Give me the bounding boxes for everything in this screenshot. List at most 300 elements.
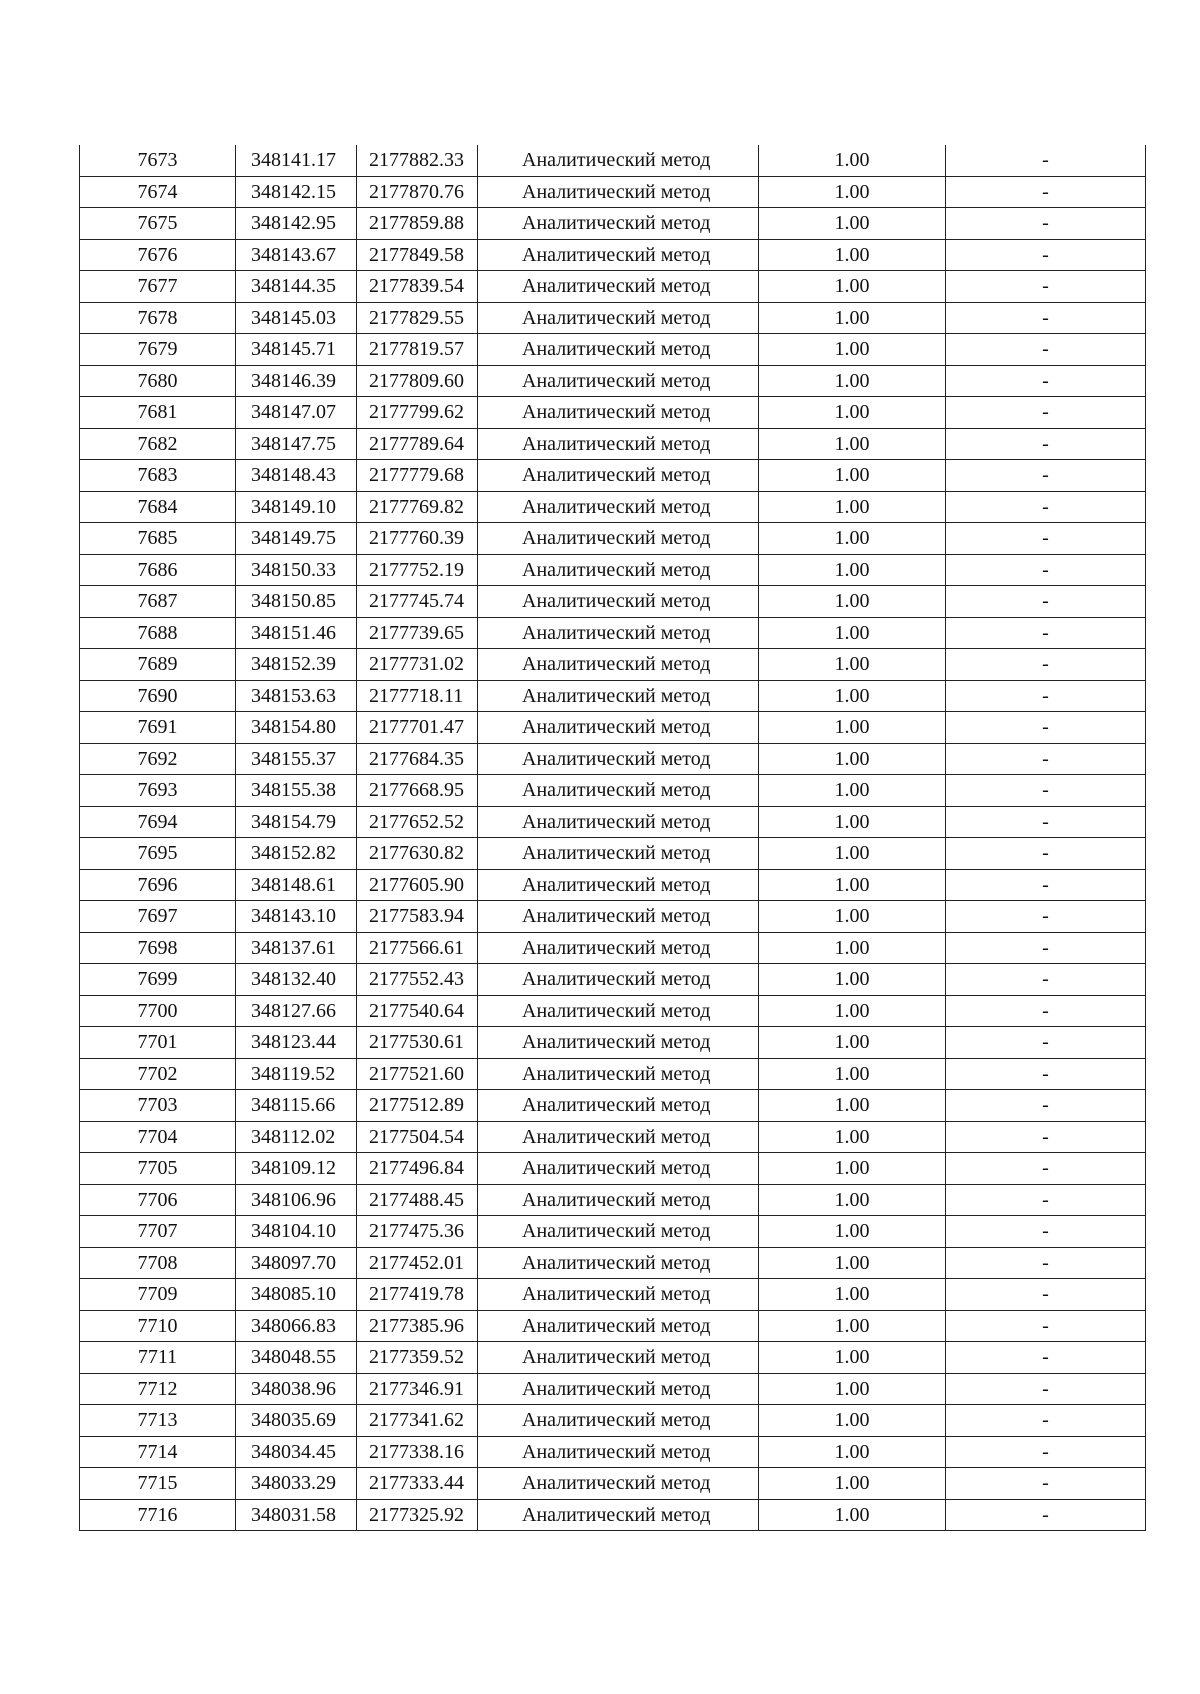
table-row [80,680,1146,712]
y-coordinate-cell: 2177779.68 [357,460,478,492]
y-coordinate-cell: 2177739.65 [357,617,478,649]
method-cell: Аналитический метод [478,397,759,429]
note-cell: - [946,271,1146,303]
note-cell: - [946,460,1146,492]
precision-cell: 1.00 [759,1247,946,1279]
point-number-cell: 7678 [80,302,236,334]
y-coordinate-cell: 2177452.01 [357,1247,478,1279]
method-cell: Аналитический метод [478,1153,759,1185]
x-coordinate-cell: 348147.75 [236,428,357,460]
x-coordinate-cell: 348143.10 [236,901,357,933]
table-row [80,1121,1146,1153]
table-row [80,1373,1146,1405]
method-cell: Аналитический метод [478,208,759,240]
point-number-cell: 7702 [80,1058,236,1090]
note-cell: - [946,176,1146,208]
method-cell: Аналитический метод [478,1310,759,1342]
method-cell: Аналитический метод [478,775,759,807]
x-coordinate-cell: 348123.44 [236,1027,357,1059]
y-coordinate-cell: 2177338.16 [357,1436,478,1468]
precision-cell: 1.00 [759,334,946,366]
precision-cell: 1.00 [759,901,946,933]
point-number-cell: 7690 [80,680,236,712]
precision-cell: 1.00 [759,1216,946,1248]
note-cell: - [946,491,1146,523]
precision-cell: 1.00 [759,649,946,681]
precision-cell: 1.00 [759,806,946,838]
table-row [80,145,1146,176]
x-coordinate-cell: 348119.52 [236,1058,357,1090]
y-coordinate-cell: 2177760.39 [357,523,478,555]
precision-cell: 1.00 [759,1090,946,1122]
precision-cell: 1.00 [759,775,946,807]
method-cell: Аналитический метод [478,334,759,366]
y-coordinate-cell: 2177583.94 [357,901,478,933]
method-cell: Аналитический метод [478,932,759,964]
table-row [80,995,1146,1027]
table-row [80,1279,1146,1311]
method-cell: Аналитический метод [478,712,759,744]
table-row [80,1499,1146,1531]
table-row [80,775,1146,807]
x-coordinate-cell: 348143.67 [236,239,357,271]
y-coordinate-cell: 2177566.61 [357,932,478,964]
y-coordinate-cell: 2177504.54 [357,1121,478,1153]
method-cell: Аналитический метод [478,1373,759,1405]
point-number-cell: 7685 [80,523,236,555]
precision-cell: 1.00 [759,208,946,240]
note-cell: - [946,1279,1146,1311]
method-cell: Аналитический метод [478,1121,759,1153]
point-number-cell: 7679 [80,334,236,366]
note-cell: - [946,239,1146,271]
method-cell: Аналитический метод [478,176,759,208]
table-row [80,838,1146,870]
precision-cell: 1.00 [759,1468,946,1500]
y-coordinate-cell: 2177630.82 [357,838,478,870]
note-cell: - [946,743,1146,775]
table-row [80,365,1146,397]
y-coordinate-cell: 2177488.45 [357,1184,478,1216]
method-cell: Аналитический метод [478,1468,759,1500]
x-coordinate-cell: 348038.96 [236,1373,357,1405]
method-cell: Аналитический метод [478,649,759,681]
y-coordinate-cell: 2177752.19 [357,554,478,586]
point-number-cell: 7700 [80,995,236,1027]
method-cell: Аналитический метод [478,302,759,334]
precision-cell: 1.00 [759,964,946,996]
y-coordinate-cell: 2177859.88 [357,208,478,240]
precision-cell: 1.00 [759,932,946,964]
method-cell: Аналитический метод [478,365,759,397]
x-coordinate-cell: 348144.35 [236,271,357,303]
y-coordinate-cell: 2177341.62 [357,1405,478,1437]
precision-cell: 1.00 [759,1279,946,1311]
table-row [80,460,1146,492]
x-coordinate-cell: 348141.17 [236,145,357,176]
table-row [80,964,1146,996]
point-number-cell: 7680 [80,365,236,397]
precision-cell: 1.00 [759,680,946,712]
table-row [80,1342,1146,1374]
table-row [80,334,1146,366]
precision-cell: 1.00 [759,554,946,586]
method-cell: Аналитический метод [478,271,759,303]
point-number-cell: 7714 [80,1436,236,1468]
point-number-cell: 7688 [80,617,236,649]
precision-cell: 1.00 [759,1436,946,1468]
method-cell: Аналитический метод [478,1247,759,1279]
x-coordinate-cell: 348048.55 [236,1342,357,1374]
method-cell: Аналитический метод [478,586,759,618]
point-number-cell: 7710 [80,1310,236,1342]
note-cell: - [946,586,1146,618]
note-cell: - [946,680,1146,712]
method-cell: Аналитический метод [478,1216,759,1248]
method-cell: Аналитический метод [478,491,759,523]
method-cell: Аналитический метод [478,1405,759,1437]
y-coordinate-cell: 2177359.52 [357,1342,478,1374]
y-coordinate-cell: 2177839.54 [357,271,478,303]
y-coordinate-cell: 2177849.58 [357,239,478,271]
y-coordinate-cell: 2177769.82 [357,491,478,523]
x-coordinate-cell: 348035.69 [236,1405,357,1437]
note-cell: - [946,1058,1146,1090]
x-coordinate-cell: 348153.63 [236,680,357,712]
point-number-cell: 7708 [80,1247,236,1279]
table-row [80,523,1146,555]
point-number-cell: 7695 [80,838,236,870]
note-cell: - [946,1436,1146,1468]
point-number-cell: 7716 [80,1499,236,1531]
point-number-cell: 7712 [80,1373,236,1405]
y-coordinate-cell: 2177819.57 [357,334,478,366]
x-coordinate-cell: 348106.96 [236,1184,357,1216]
note-cell: - [946,775,1146,807]
point-number-cell: 7677 [80,271,236,303]
note-cell: - [946,649,1146,681]
table-row [80,743,1146,775]
precision-cell: 1.00 [759,1121,946,1153]
note-cell: - [946,365,1146,397]
precision-cell: 1.00 [759,397,946,429]
table-row [80,806,1146,838]
table-row [80,869,1146,901]
note-cell: - [946,208,1146,240]
x-coordinate-cell: 348112.02 [236,1121,357,1153]
x-coordinate-cell: 348152.82 [236,838,357,870]
note-cell: - [946,1405,1146,1437]
table-row [80,932,1146,964]
table-row [80,1058,1146,1090]
note-cell: - [946,1121,1146,1153]
point-number-cell: 7715 [80,1468,236,1500]
point-number-cell: 7704 [80,1121,236,1153]
table-row [80,712,1146,744]
point-number-cell: 7687 [80,586,236,618]
table-row [80,1310,1146,1342]
note-cell: - [946,1247,1146,1279]
point-number-cell: 7673 [80,145,236,176]
table-row [80,586,1146,618]
method-cell: Аналитический метод [478,964,759,996]
note-cell: - [946,1499,1146,1531]
x-coordinate-cell: 348145.71 [236,334,357,366]
x-coordinate-cell: 348148.43 [236,460,357,492]
point-number-cell: 7703 [80,1090,236,1122]
precision-cell: 1.00 [759,302,946,334]
x-coordinate-cell: 348066.83 [236,1310,357,1342]
note-cell: - [946,1468,1146,1500]
method-cell: Аналитический метод [478,460,759,492]
table-row [80,302,1146,334]
note-cell: - [946,932,1146,964]
table-row [80,1247,1146,1279]
note-cell: - [946,428,1146,460]
point-number-cell: 7707 [80,1216,236,1248]
x-coordinate-cell: 348152.39 [236,649,357,681]
point-number-cell: 7689 [80,649,236,681]
precision-cell: 1.00 [759,145,946,176]
point-number-cell: 7709 [80,1279,236,1311]
x-coordinate-cell: 348137.61 [236,932,357,964]
x-coordinate-cell: 348031.58 [236,1499,357,1531]
x-coordinate-cell: 348132.40 [236,964,357,996]
x-coordinate-cell: 348149.10 [236,491,357,523]
x-coordinate-cell: 348154.80 [236,712,357,744]
x-coordinate-cell: 348104.10 [236,1216,357,1248]
precision-cell: 1.00 [759,365,946,397]
point-number-cell: 7693 [80,775,236,807]
x-coordinate-cell: 348146.39 [236,365,357,397]
method-cell: Аналитический метод [478,1027,759,1059]
y-coordinate-cell: 2177540.64 [357,995,478,1027]
precision-cell: 1.00 [759,1153,946,1185]
x-coordinate-cell: 348151.46 [236,617,357,649]
method-cell: Аналитический метод [478,1342,759,1374]
y-coordinate-cell: 2177652.52 [357,806,478,838]
x-coordinate-cell: 348115.66 [236,1090,357,1122]
precision-cell: 1.00 [759,995,946,1027]
y-coordinate-cell: 2177512.89 [357,1090,478,1122]
precision-cell: 1.00 [759,1027,946,1059]
point-number-cell: 7711 [80,1342,236,1374]
note-cell: - [946,1216,1146,1248]
y-coordinate-cell: 2177385.96 [357,1310,478,1342]
precision-cell: 1.00 [759,1184,946,1216]
y-coordinate-cell: 2177325.92 [357,1499,478,1531]
point-number-cell: 7692 [80,743,236,775]
point-number-cell: 7686 [80,554,236,586]
y-coordinate-cell: 2177731.02 [357,649,478,681]
table-row [80,1090,1146,1122]
method-cell: Аналитический метод [478,901,759,933]
point-number-cell: 7706 [80,1184,236,1216]
point-number-cell: 7682 [80,428,236,460]
y-coordinate-cell: 2177882.33 [357,145,478,176]
y-coordinate-cell: 2177530.61 [357,1027,478,1059]
note-cell: - [946,617,1146,649]
method-cell: Аналитический метод [478,1279,759,1311]
note-cell: - [946,1153,1146,1185]
y-coordinate-cell: 2177789.64 [357,428,478,460]
point-number-cell: 7676 [80,239,236,271]
x-coordinate-cell: 348145.03 [236,302,357,334]
precision-cell: 1.00 [759,1499,946,1531]
table-row [80,649,1146,681]
table-row [80,617,1146,649]
precision-cell: 1.00 [759,1405,946,1437]
table-row [80,397,1146,429]
table-row [80,239,1146,271]
table-row [80,901,1146,933]
table-row [80,176,1146,208]
precision-cell: 1.00 [759,586,946,618]
point-number-cell: 7681 [80,397,236,429]
x-coordinate-cell: 348034.45 [236,1436,357,1468]
precision-cell: 1.00 [759,491,946,523]
note-cell: - [946,995,1146,1027]
y-coordinate-cell: 2177521.60 [357,1058,478,1090]
precision-cell: 1.00 [759,712,946,744]
x-coordinate-cell: 348148.61 [236,869,357,901]
method-cell: Аналитический метод [478,1184,759,1216]
method-cell: Аналитический метод [478,806,759,838]
x-coordinate-cell: 348150.33 [236,554,357,586]
table-row [80,491,1146,523]
note-cell: - [946,334,1146,366]
method-cell: Аналитический метод [478,1499,759,1531]
note-cell: - [946,554,1146,586]
precision-cell: 1.00 [759,1058,946,1090]
point-number-cell: 7698 [80,932,236,964]
precision-cell: 1.00 [759,838,946,870]
y-coordinate-cell: 2177745.74 [357,586,478,618]
x-coordinate-cell: 348142.95 [236,208,357,240]
table-row [80,554,1146,586]
table-row [80,1027,1146,1059]
point-number-cell: 7697 [80,901,236,933]
method-cell: Аналитический метод [478,554,759,586]
point-number-cell: 7674 [80,176,236,208]
y-coordinate-cell: 2177668.95 [357,775,478,807]
point-number-cell: 7675 [80,208,236,240]
note-cell: - [946,1373,1146,1405]
method-cell: Аналитический метод [478,995,759,1027]
y-coordinate-cell: 2177701.47 [357,712,478,744]
precision-cell: 1.00 [759,523,946,555]
x-coordinate-cell: 348154.79 [236,806,357,838]
table-row [80,1153,1146,1185]
method-cell: Аналитический метод [478,1090,759,1122]
table-row [80,1184,1146,1216]
method-cell: Аналитический метод [478,617,759,649]
note-cell: - [946,523,1146,555]
note-cell: - [946,1310,1146,1342]
y-coordinate-cell: 2177346.91 [357,1373,478,1405]
y-coordinate-cell: 2177496.84 [357,1153,478,1185]
precision-cell: 1.00 [759,428,946,460]
table-row [80,428,1146,460]
x-coordinate-cell: 348147.07 [236,397,357,429]
method-cell: Аналитический метод [478,1436,759,1468]
precision-cell: 1.00 [759,176,946,208]
method-cell: Аналитический метод [478,869,759,901]
table-row [80,271,1146,303]
note-cell: - [946,397,1146,429]
method-cell: Аналитический метод [478,145,759,176]
note-cell: - [946,869,1146,901]
note-cell: - [946,1184,1146,1216]
note-cell: - [946,145,1146,176]
point-number-cell: 7684 [80,491,236,523]
precision-cell: 1.00 [759,460,946,492]
point-number-cell: 7683 [80,460,236,492]
point-number-cell: 7691 [80,712,236,744]
table-row [80,208,1146,240]
point-number-cell: 7701 [80,1027,236,1059]
method-cell: Аналитический метод [478,1058,759,1090]
table-body [80,145,1146,1531]
note-cell: - [946,1342,1146,1374]
x-coordinate-cell: 348155.37 [236,743,357,775]
y-coordinate-cell: 2177799.62 [357,397,478,429]
point-number-cell: 7696 [80,869,236,901]
method-cell: Аналитический метод [478,523,759,555]
x-coordinate-cell: 348149.75 [236,523,357,555]
method-cell: Аналитический метод [478,428,759,460]
x-coordinate-cell: 348033.29 [236,1468,357,1500]
method-cell: Аналитический метод [478,680,759,712]
precision-cell: 1.00 [759,743,946,775]
y-coordinate-cell: 2177419.78 [357,1279,478,1311]
y-coordinate-cell: 2177552.43 [357,964,478,996]
method-cell: Аналитический метод [478,838,759,870]
note-cell: - [946,964,1146,996]
table-row [80,1405,1146,1437]
y-coordinate-cell: 2177475.36 [357,1216,478,1248]
note-cell: - [946,806,1146,838]
y-coordinate-cell: 2177870.76 [357,176,478,208]
x-coordinate-cell: 348109.12 [236,1153,357,1185]
point-number-cell: 7694 [80,806,236,838]
note-cell: - [946,1090,1146,1122]
point-number-cell: 7713 [80,1405,236,1437]
method-cell: Аналитический метод [478,743,759,775]
table-row [80,1436,1146,1468]
y-coordinate-cell: 2177718.11 [357,680,478,712]
note-cell: - [946,838,1146,870]
precision-cell: 1.00 [759,617,946,649]
point-number-cell: 7705 [80,1153,236,1185]
note-cell: - [946,302,1146,334]
method-cell: Аналитический метод [478,239,759,271]
precision-cell: 1.00 [759,239,946,271]
precision-cell: 1.00 [759,1310,946,1342]
point-number-cell: 7699 [80,964,236,996]
table-row [80,1468,1146,1500]
y-coordinate-cell: 2177605.90 [357,869,478,901]
x-coordinate-cell: 348150.85 [236,586,357,618]
note-cell: - [946,712,1146,744]
x-coordinate-cell: 348097.70 [236,1247,357,1279]
precision-cell: 1.00 [759,1342,946,1374]
note-cell: - [946,901,1146,933]
precision-cell: 1.00 [759,271,946,303]
precision-cell: 1.00 [759,869,946,901]
x-coordinate-cell: 348142.15 [236,176,357,208]
y-coordinate-cell: 2177809.60 [357,365,478,397]
